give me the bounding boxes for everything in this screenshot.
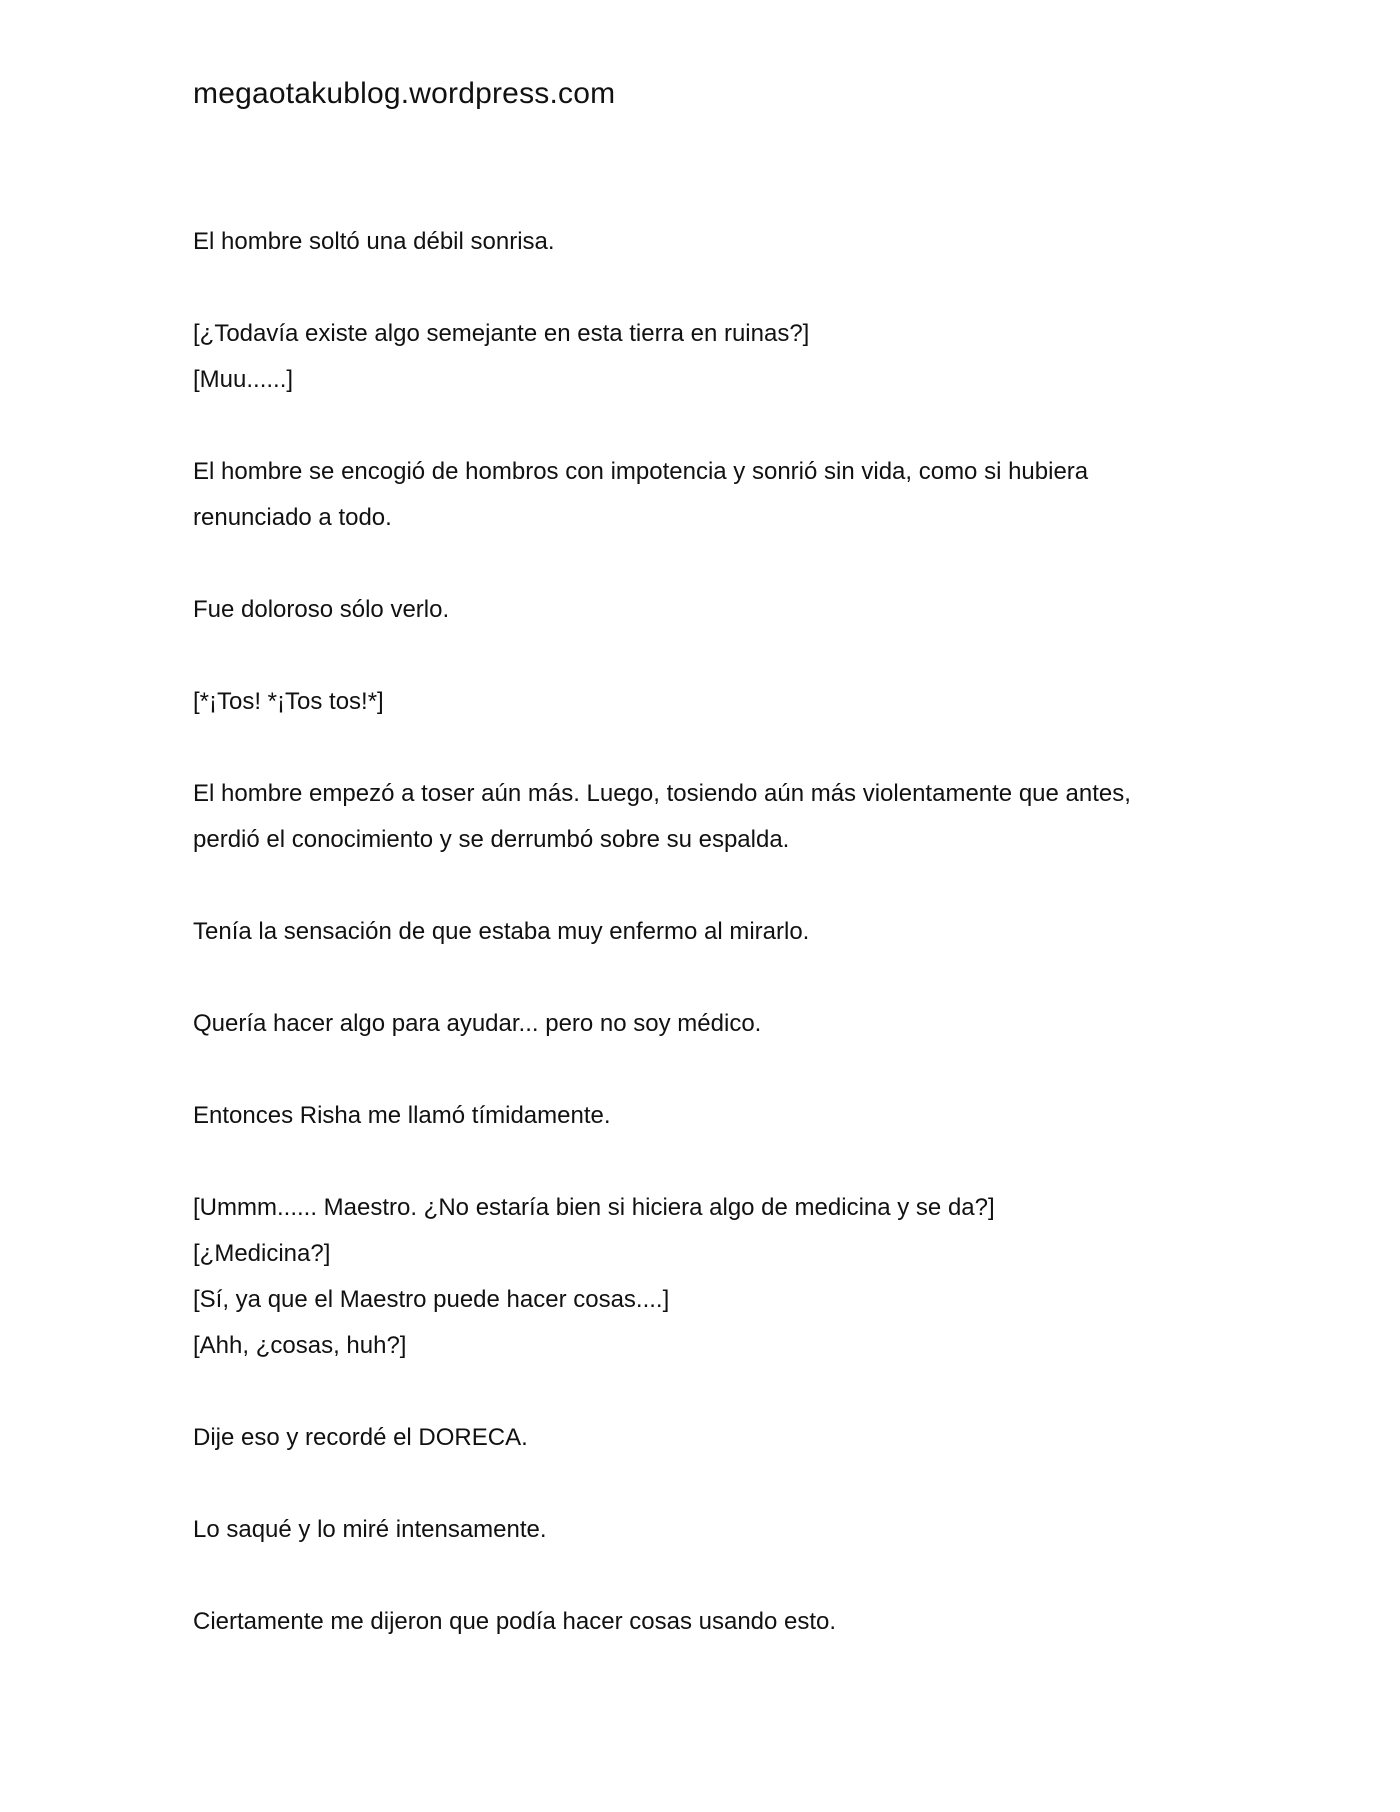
dialogue-line: [Ummm...... Maestro. ¿No estaría bien si hiciera algo de medicina y se da?]	[193, 1194, 995, 1221]
paragraph	[193, 679, 1233, 725]
dialogue-line: [Muu......]	[193, 366, 294, 393]
text-line: Quería hacer algo para ayudar... pero no soy médico.	[193, 1010, 762, 1037]
site-header: megaotakublog.wordpress.com	[193, 77, 616, 110]
paragraph	[193, 587, 1233, 633]
paragraph	[193, 1507, 1233, 1553]
dialogue-line: [Sí, ya que el Maestro puede hacer cosas....]	[193, 1286, 670, 1313]
paragraph	[193, 1415, 1233, 1461]
text-line: Lo saqué y lo miré intensamente.	[193, 1516, 547, 1543]
paragraph	[193, 1001, 1233, 1047]
text-line: Entonces Risha me llamó tímidamente.	[193, 1102, 611, 1129]
text-line: renunciado a todo.	[193, 504, 392, 531]
text-line: perdió el conocimiento y se derrumbó sobre su espalda.	[193, 826, 790, 853]
paragraph	[193, 771, 1233, 863]
paragraph	[193, 311, 1233, 403]
paragraph	[193, 909, 1233, 955]
text-line: Dije eso y recordé el DORECA.	[193, 1424, 528, 1451]
paragraph	[193, 1185, 1233, 1369]
paragraph	[193, 1599, 1233, 1645]
dialogue-line: [¿Todavía existe algo semejante en esta tierra en ruinas?]	[193, 320, 810, 347]
text-line: Fue doloroso sólo verlo.	[193, 596, 450, 623]
dialogue-line: [Ahh, ¿cosas, huh?]	[193, 1332, 407, 1359]
text-line: El hombre se encogió de hombros con impotencia y sonrió sin vida, como si hubiera	[193, 458, 1089, 485]
paragraph	[193, 449, 1233, 541]
text-line: El hombre soltó una débil sonrisa.	[193, 228, 555, 255]
dialogue-line: [*¡Tos! *¡Tos tos!*]	[193, 688, 384, 715]
paragraph	[193, 219, 1233, 265]
dialogue-line: [¿Medicina?]	[193, 1240, 331, 1267]
paragraph	[193, 1093, 1233, 1139]
text-line: Tenía la sensación de que estaba muy enfermo al mirarlo.	[193, 918, 810, 945]
text-line: El hombre empezó a toser aún más. Luego, tosiendo aún más violentamente que antes,	[193, 780, 1131, 807]
body-text	[193, 219, 1233, 1691]
text-line: Ciertamente me dijeron que podía hacer cosas usando esto.	[193, 1608, 837, 1635]
